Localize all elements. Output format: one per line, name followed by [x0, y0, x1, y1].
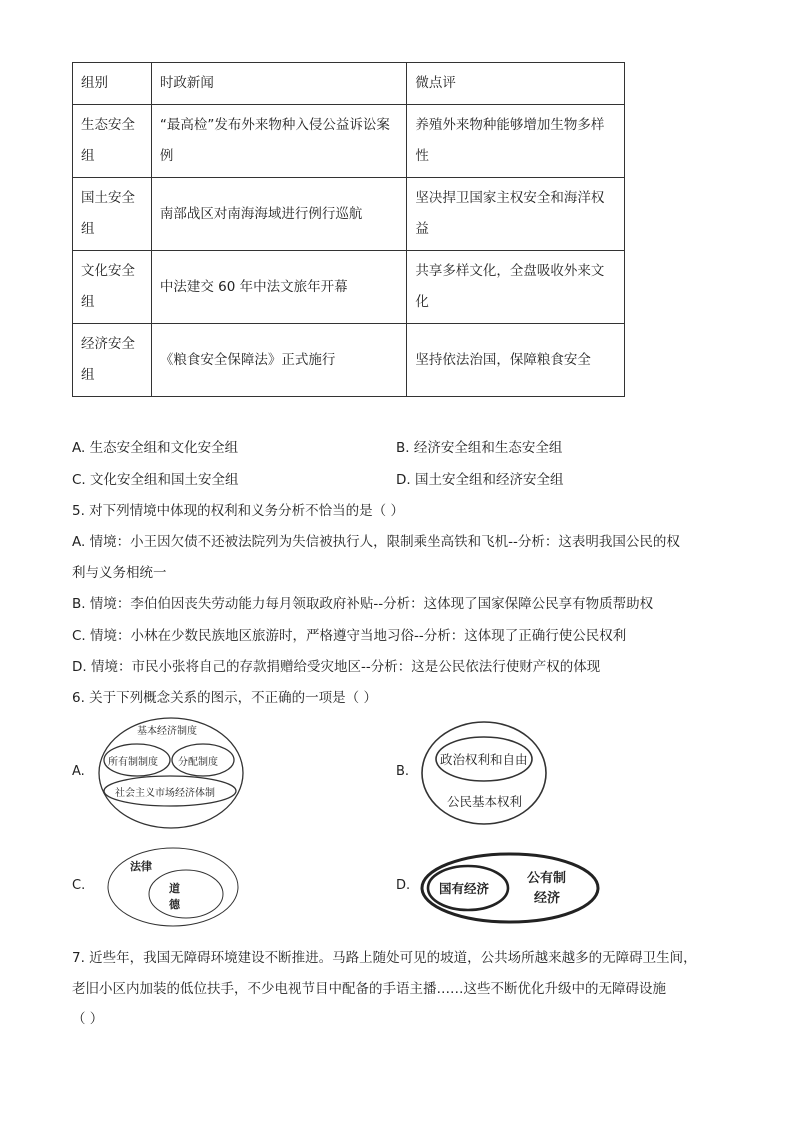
- table-header-cell: 组别: [73, 63, 152, 105]
- table-cell-comment: 养殖外来物种能够增加生物多样性: [407, 105, 625, 178]
- diagram-c-inner-label-2: 德: [169, 898, 180, 911]
- q5-option-d[interactable]: D. 情境：市民小张将自己的存款捐赠给受灾地区--分析：这是公民依法行使财产权的体现: [72, 659, 601, 675]
- diagram-d: [420, 852, 600, 924]
- diagram-c-outer-label: 法律: [130, 860, 152, 873]
- diagram-b-shapes: [420, 720, 548, 826]
- diagram-a-right-label: 分配制度: [178, 757, 218, 768]
- table-cell-group: 文化安全组: [73, 251, 152, 324]
- table-cell-news: 《粮食安全保障法》正式施行: [151, 324, 407, 397]
- diagram-d-outer-label-2: 经济: [534, 891, 561, 906]
- table-row: [73, 105, 625, 178]
- q4-option-c[interactable]: C. 文化安全组和国土安全组: [72, 472, 239, 488]
- q4-option-d[interactable]: D. 国土安全组和经济安全组: [396, 472, 564, 488]
- q5-option-b[interactable]: B. 情境：李伯伯因丧失劳动能力每月领取政府补贴--分析：这体现了国家保障公民享有物质帮助权: [72, 596, 654, 612]
- q6-option-c-label[interactable]: C.: [72, 878, 86, 893]
- q6-option-d-label[interactable]: D.: [396, 878, 411, 893]
- q7-stem-line-3: （ ）: [72, 1011, 104, 1027]
- q5-stem: 5. 对下列情境中体现的权利和义务分析不恰当的是（ ）: [72, 503, 404, 519]
- q4-option-b[interactable]: B. 经济安全组和生态安全组: [396, 440, 563, 456]
- diagram-a-left-label: 所有制制度: [108, 757, 158, 768]
- diagram-d-inner-label: 国有经济: [439, 881, 490, 896]
- q6-stem: 6. 关于下列概念关系的图示，不正确的一项是（ ）: [72, 690, 377, 706]
- table-header-cell: 微点评: [407, 63, 625, 105]
- diagram-a-bottom-label: 社会主义市场经济体制: [115, 788, 215, 799]
- q5-option-c[interactable]: C. 情境：小林在少数民族地区旅游时，严格遵守当地习俗--分析：这体现了正确行使公民权利: [72, 628, 627, 644]
- q7-stem-line-1: 7. 近些年，我国无障碍环境建设不断推进。马路上随处可见的坡道，公共场所越来越多的无障碍卫生间，: [72, 950, 697, 966]
- table-cell-comment: 坚决捍卫国家主权安全和海洋权益: [407, 178, 625, 251]
- table-header-row: [73, 63, 625, 105]
- q4-option-a[interactable]: A. 生态安全组和文化安全组: [72, 440, 239, 456]
- table-cell-group: 国土安全组: [73, 178, 152, 251]
- table-cell-group: 生态安全组: [73, 105, 152, 178]
- table-header-cell: 时政新闻: [151, 63, 407, 105]
- diagram-a: [97, 716, 245, 830]
- q5-option-a-cont: 利与义务相统一: [72, 565, 167, 581]
- q6-option-a-label[interactable]: A.: [72, 764, 85, 779]
- diagram-b-inner-label: 政治权利和自由: [440, 752, 528, 767]
- table-row: [73, 178, 625, 251]
- table-cell-news: 南部战区对南海海域进行例行巡航: [151, 178, 407, 251]
- table-cell-comment: 坚持依法治国，保障粮食安全: [407, 324, 625, 397]
- table-cell-news: “最高检”发布外来物种入侵公益诉讼案例: [151, 105, 407, 178]
- table-cell-group: 经济安全组: [73, 324, 152, 397]
- table-cell-comment: 共享多样文化，全盘吸收外来文化: [407, 251, 625, 324]
- diagram-c: [106, 846, 240, 928]
- table-cell-news: 中法建交 60 年中法文旅年开幕: [151, 251, 407, 324]
- diagram-a-outer-label: 基本经济制度: [137, 726, 197, 737]
- table-row: [73, 251, 625, 324]
- q6-option-b-label[interactable]: B.: [396, 764, 410, 779]
- news-table: [72, 62, 625, 397]
- q5-option-a[interactable]: A. 情境：小王因欠债不还被法院列为失信被执行人，限制乘坐高铁和飞机--分析：这表明我国公民的权: [72, 534, 680, 550]
- diagram-b-outer-label: 公民基本权利: [447, 794, 523, 809]
- diagram-c-inner-label-1: 道: [169, 882, 180, 895]
- diagram-b: [420, 720, 548, 826]
- q7-stem-line-2: 老旧小区内加装的低位扶手，不少电视节目中配备的手语主播……这些不断优化升级中的无障碍设施: [72, 981, 666, 997]
- table-row: [73, 324, 625, 397]
- diagram-d-outer-label-1: 公有制: [527, 871, 567, 886]
